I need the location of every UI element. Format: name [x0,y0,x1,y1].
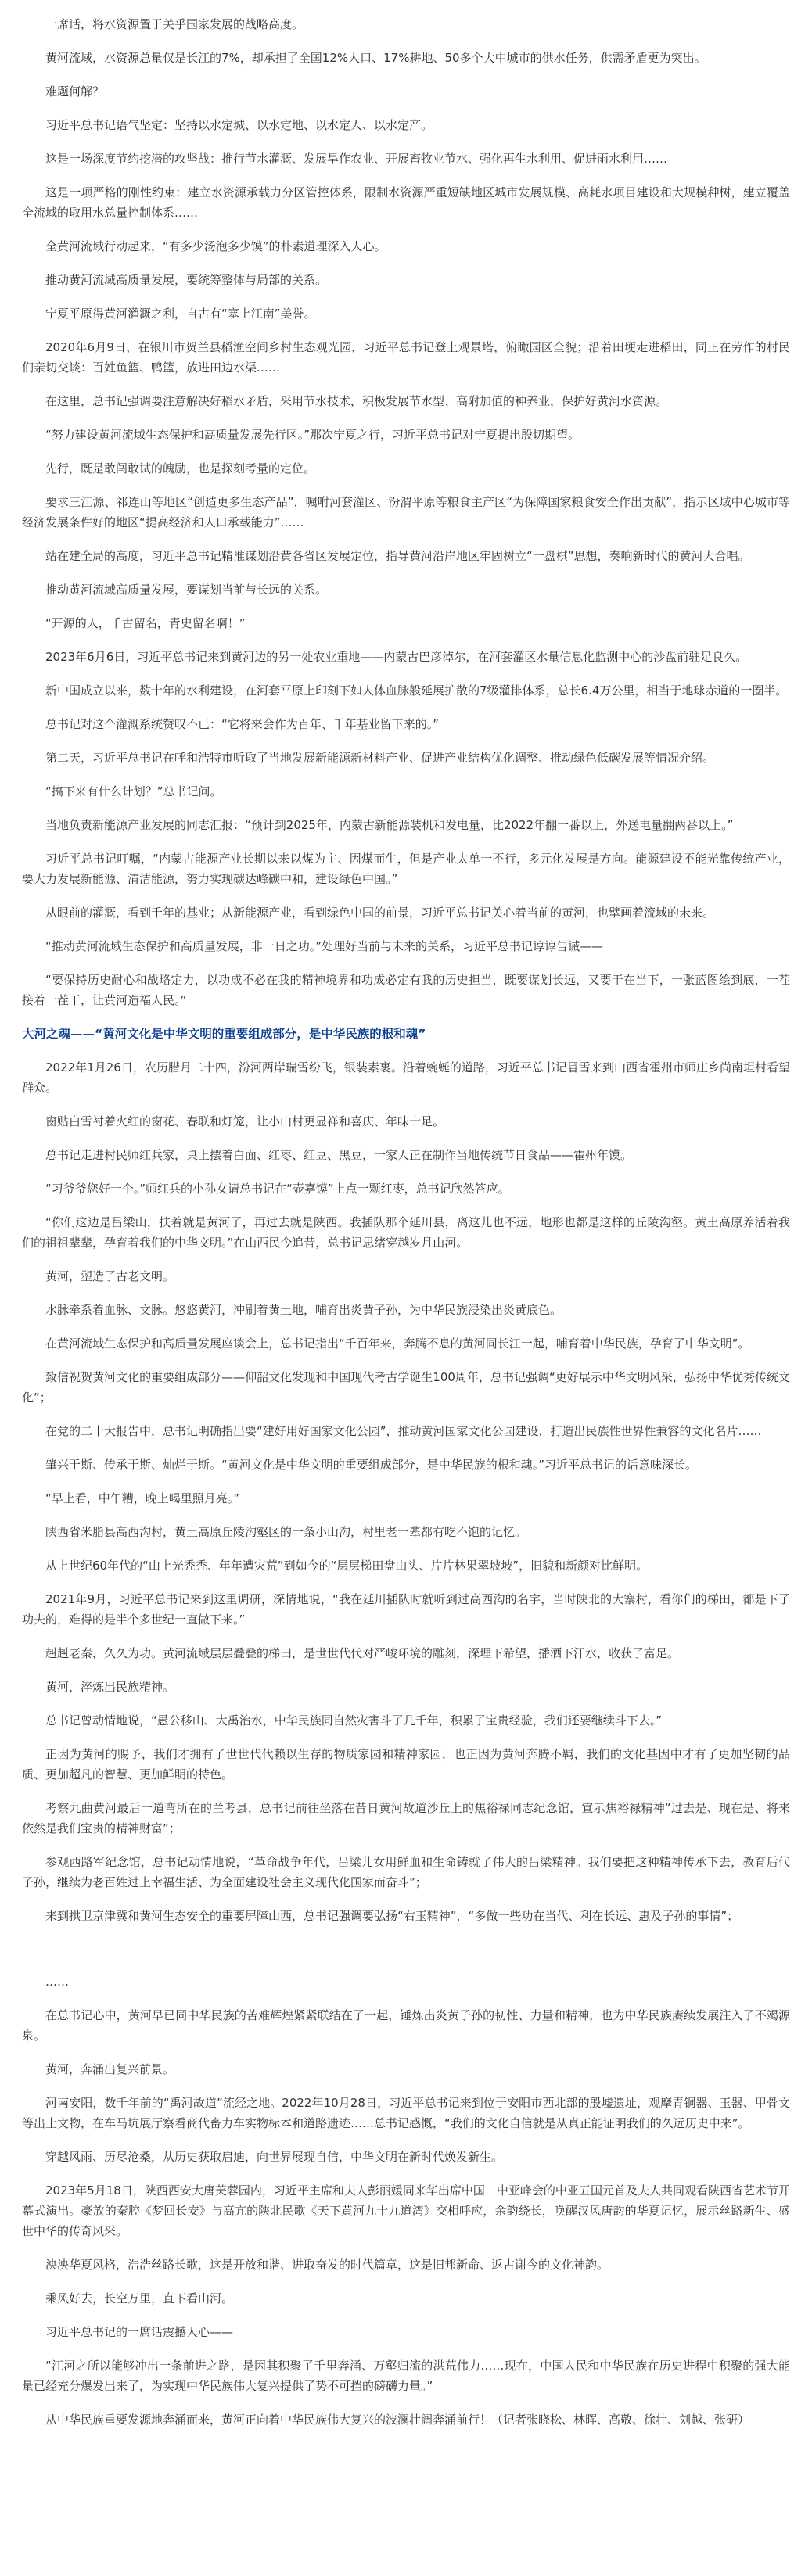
article-paragraph: 全黄河流域行动起来，“有多少汤泡多少馍”的朴素道理深入人心。 [45,239,386,253]
article-paragraph: “你们这边是吕梁山，扶着就是黄河了，再过去就是陕西。我插队那个延川县，离这儿也不远，地形也都是这样的丘陵沟壑。黄土高原养活着我们的祖祖辈辈，孕育着我们的中华文明。”在山西民今追昔，总书记思绪穿越岁月山河。 [22,1215,790,1250]
article-paragraph: 推动黄河流域高质量发展，要谋划当前与长远的关系。 [45,583,328,597]
article-paragraph: 在黄河流域生态保护和高质量发展座谈会上，总书记指出“千百年来，奔腾不息的黄河同长江一起，哺育着中华民族，孕育了中华文明”。 [45,1336,750,1351]
article-paragraph: 这是一项严格的刚性约束：建立水资源承载力分区管控体系，限制水资源严重短缺地区城市发展规模、高耗水项目建设和大规模种树，建立覆盖全流域的取用水总量控制体系…… [22,185,790,220]
section-heading: 大河之魂——“黄河文化是中华文明的重要组成部分，是中华民族的根和魂” [22,1027,426,1041]
article-paragraph: “要保持历史耐心和战略定力，以功成不必在我的精神境界和功成必定有我的历史担当，既要谋划长远，又要干在当下，一张蓝图绘到底，一茬接着一茬干，让黄河造福人民。” [22,973,790,1007]
article-paragraph: 2022年1月26日，农历腊月二十四，汾河两岸瑞雪纷飞，银装素裹。沿着蜿蜒的道路，习近平总书记冒雪来到山西省霍州市师庄乡尚南坦村看望群众。 [22,1060,790,1095]
article-paragraph: 致信祝贺黄河文化的重要组成部分——仰韶文化发现和中国现代考古学诞生100周年，总书记强调“更好展示中华文明风采，弘扬中华优秀传统文化”； [22,1370,790,1405]
article-paragraph: 水脉牵系着血脉、文脉。悠悠黄河，冲刷着黄土地，哺育出炎黄子孙，为中华民族浸染出炎黄底色。 [45,1303,562,1317]
article-paragraph: 推动黄河流域高质量发展，要统筹整体与局部的关系。 [45,273,328,287]
article-paragraph: 当地负责新能源产业发展的同志汇报：“预计到2025年，内蒙古新能源装机和发电量，比2022年翻一番以上，外送电量翻两番以上。” [45,818,734,832]
blank-paragraph [22,1939,790,1958]
article-paragraph: 2021年9月，习近平总书记来到这里调研，深情地说，“我在延川插队时就听到过高西沟的名字，当时陕北的大寨村，看你们的梯田，都是下了功夫的，难得的是半个多世纪一直做下来。” [22,1592,790,1627]
article-paragraph: …… [45,1975,69,1989]
article-paragraph: 陕西省米脂县高西沟村，黄土高原丘陵沟壑区的一条小山沟，村里老一辈都有吃不饱的记忆。 [45,1525,527,1539]
article-paragraph: “江河之所以能够冲出一条前进之路，是因其积聚了千里奔涌、万壑归流的洪荒伟力……现在，中国人民和中华民族在历史进程中积聚的强大能量已经充分爆发出来了，为实现中华民族伟大复兴提供了势不可挡的磅礴力量。” [22,2359,790,2393]
article-paragraph: 正因为黄河的赐予，我们才拥有了世世代代赖以生存的物质家园和精神家园，也正因为黄河奔腾不羁，我们的文化基因中才有了更加坚韧的品质、更加超凡的智慧、更加鲜明的特色。 [22,1747,790,1781]
article-paragraph: 总书记对这个灌溉系统赞叹不已：“它将来会作为百年、千年基业留下来的。” [45,717,440,731]
article-paragraph: 习近平总书记语气坚定：坚持以水定城、以水定地、以水定人、以水定产。 [45,118,433,132]
article-paragraph: 2020年6月9日，在银川市贺兰县稻渔空间乡村生态观光园，习近平总书记登上观景塔，俯瞰园区全貌；沿着田埂走进稻田，同正在劳作的村民们亲切交谈：百姓鱼篮、鸭篮，放进田边水渠…… [22,340,790,375]
article-paragraph: 总书记曾动情地说，“愚公移山、大禹治水，中华民族同自然灾害斗了几千年，积累了宝贵经验，我们还要继续斗下去。” [45,1713,663,1727]
article-paragraph: 新中国成立以来，数十年的水利建设，在河套平原上印刻下如人体血脉般延展扩散的7级灌排体系，总长6.4万公里，相当于地球赤道的一圈半。 [45,683,788,698]
article-paragraph: “推动黄河流域生态保护和高质量发展，非一日之功。”处理好当前与未来的关系，习近平总书记谆谆告诫—— [45,939,604,953]
article-paragraph: “努力建设黄河流域生态保护和高质量发展先行区。”那次宁夏之行，习近平总书记对宁夏提出殷切期望。 [45,428,580,442]
article-paragraph: 黄河，奔涌出复兴前景。 [45,2062,175,2076]
article-paragraph: 站在建全局的高度，习近平总书记精准谋划沿黄各省区发展定位，指导黄河沿岸地区牢固树立“一盘棋”思想，奏响新时代的黄河大合唱。 [45,549,750,563]
article-paragraph: 穿越风雨、历尽沧桑，从历史获取启迪，向世界展现自信，中华文明在新时代焕发新生。 [45,2150,504,2164]
article-paragraph: 参观西路军纪念馆，总书记动情地说，“革命战争年代，吕梁儿女用鲜血和生命铸就了伟大的吕梁精神。我们要把这种精神传承下去，教育后代子孙，继续为老百姓过上幸福生活、为全面建设社会主义现代化国家而奋斗”； [22,1855,790,1889]
article-paragraph: 2023年6月6日，习近平总书记来到黄河边的另一处农业重地——内蒙古巴彦淖尔，在河套灌区水量信息化监测中心的沙盘前驻足良久。 [45,650,748,664]
article-paragraph: 要求三江源、祁连山等地区“创造更多生态产品”，嘱咐河套灌区、汾渭平原等粮食主产区“为保障国家粮食安全作出贡献”，指示区域中心城市等经济发展条件好的地区“提高经济和人口承载能力”…… [22,495,790,529]
article-paragraph: 黄河，塑造了古老文明。 [45,1269,175,1283]
article-paragraph: 在党的二十大报告中，总书记明确指出要“建好用好国家文化公园”，推动黄河国家文化公园建设，打造出民族性世界性兼容的文化名片…… [45,1424,762,1438]
article-paragraph: 肇兴于斯、传承于斯、灿烂于斯。“黄河文化是中华文明的重要组成部分，是中华民族的根和魂。”习近平总书记的话意味深长。 [45,1458,698,1472]
article-paragraph: “搞下来有什么计划？”总书记问。 [45,784,222,798]
article-paragraph: 河南安阳，数千年前的“禹河故道”流经之地。2022年10月28日，习近平总书记来到位于安阳市西北部的殷墟遗址，观摩青铜器、玉器、甲骨文等出土文物，在车马坑展厅察看商代畜力车实物标本和道路遗迹……总书记感慨，“我们的文化自信就是从真正能证明我们的久远历史中来”。 [22,2096,790,2130]
article-paragraph: 2023年5月18日，陕西西安大唐芙蓉园内，习近平主席和夫人彭丽媛同来华出席中国－中亚峰会的中亚五国元首及夫人共同观看陕西省艺术节开幕式演出。豪放的秦腔《梦回长安》与高亢的陕北民歌《天下黄河九十九道湾》交相呼应，余韵绕长，唤醒汉风唐韵的华夏记忆，展示丝路新生、盛世中华的传奇风采。 [22,2183,790,2238]
article-paragraph: 考察九曲黄河最后一道弯所在的兰考县，总书记前往坐落在昔日黄河故道沙丘上的焦裕禄同志纪念馆，宣示焦裕禄精神“过去是、现在是、将来依然是我们宝贵的精神财富”； [22,1801,790,1835]
article-paragraph: 乘风好去，长空万里，直下看山河。 [45,2291,234,2305]
closing-paragraph-byline: 从中华民族重要发源地奔涌而来，黄河正向着中华民族伟大复兴的波澜壮阔奔涌前行！（记者张晓松、林晖、高敬、徐壮、刘越、张研） [45,2413,750,2427]
article-paragraph: “早上看，中午糟，晚上喝里照月亮。” [45,1491,240,1505]
article-paragraph: 先行，既是敢闯敢试的魄励，也是探刻考量的定位。 [45,461,316,475]
article-paragraph: 从上世纪60年代的“山上光秃秃、年年遭灾荒”到如今的“层层梯田盘山头、片片林果翠坡坡”，旧貌和新颜对比鲜明。 [45,1559,649,1573]
article-paragraph: 在总书记心中，黄河早已同中华民族的苦难辉煌紧紧联结在了一起，锤炼出炎黄子孙的韧性、力量和精神，也为中华民族赓续发展注入了不竭源泉。 [22,2008,790,2043]
article-paragraph: “习爷爷您好一个。”师红兵的小孙女请总书记在“壶嘉馍”上点一颗红枣，总书记欣然答应。 [45,1182,510,1196]
article-paragraph: 黄河流域，水资源总量仅是长江的7%，却承担了全国12%人口、17%耕地、50多个大中城市的供水任务，供需矛盾更为突出。 [45,51,706,65]
article-paragraph: “开源的人，千古留名，青史留名啊！” [45,616,246,630]
article-paragraph: 窗贴白雪衬着火红的窗花、春联和灯笼，让小山村更显祥和喜庆、年味十足。 [45,1114,445,1128]
article-paragraph: 来到拱卫京津冀和黄河生态安全的重要屏障山西，总书记强调要弘扬“右玉精神”，“多做一些功在当代、利在长远、惠及子孙的事情”； [45,1909,739,1923]
article-paragraph: 赳赳老秦，久久为功。黄河流域层层叠叠的梯田，是世世代代对严峻环境的雕刻，深埋下希望，播洒下汗水，收获了富足。 [45,1646,680,1660]
article-paragraph: 这是一场深度节约挖潜的攻坚战：推行节水灌溉、发展旱作农业、开展畜牧业节水、强化再生水利用、促进雨水利用…… [45,152,668,166]
article-paragraph: 宁夏平原得黄河灌溉之利，自古有“塞上江南”美誉。 [45,307,316,321]
article-paragraph: 难题何解？ [45,84,105,99]
article-paragraph: 从眼前的灌溉，看到千年的基业；从新能源产业，看到绿色中国的前景，习近平总书记关心着当前的黄河，也擘画着流域的未来。 [45,906,715,920]
article-paragraph: 黄河，淬炼出民族精神。 [45,1680,175,1694]
article-paragraph: 习近平总书记的一席话震撼人心—— [45,2325,234,2339]
article-paragraph: 泱泱华夏风格，浩浩丝路长歌，这是开放和谐、进取奋发的时代篇章，这是旧邦新命、返古谢今的文化神韵。 [45,2258,609,2272]
article-paragraph: 第二天，习近平总书记在呼和浩特市听取了当地发展新能源新材料产业、促进产业结构优化调整、推动绿色低碳发展等情况介绍。 [45,751,715,765]
article-paragraph: 在这里，总书记强调要注意解决好稻水矛盾，采用节水技术，积极发展节水型、高附加值的种养业，保护好黄河水资源。 [45,394,668,408]
article-paragraph: 一席话，将水资源置于关乎国家发展的战略高度。 [45,17,304,31]
article-paragraph: 习近平总书记叮嘱，“内蒙古能源产业长期以来以煤为主、因煤而生，但是产业太单一不行，多元化发展是方向。能源建设不能光靠传统产业，要大力发展新能源、清洁能源，努力实现碳达峰碳中和，建设绿色中国。” [22,852,790,886]
article-paragraph: 总书记走进村民师红兵家，桌上摆着白面、红枣、红豆、黑豆，一家人正在制作当地传统节日食品——霍州年馍。 [45,1148,633,1162]
